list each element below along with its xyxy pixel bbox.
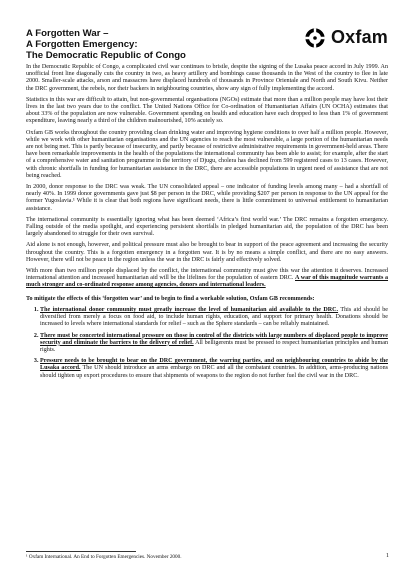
statistics-paragraph: Statistics in this war are difficult to attain, but non-governmental organisations (NGOs) estimate that more than a million people may have lost their lives in the last two years due to the conflict. The United Nations Office for Co-ordination of Humanitarian Affairs (UN OCHA) estimates that about 33% of the population are now vulnerable. Government spending on health and education have each dropped to less than 1% of government expenditure, leaving nearly a third of the children malnourished, 10% acutely so. <box>26 96 388 125</box>
oxfam-logo-word: Oxfam <box>330 27 388 48</box>
recommendations-list <box>26 307 388 380</box>
forgotten-emergency-paragraph: The international community is essentially ignoring what has been deemed ‘Africa’s first world war.’ The DRC remains a forgotten emergency. Falling outside of the media spotlight, and experiencing persistent shortfalls in pledged humanitarian aid, the population of the DRC has been largely abandoned to struggle for their own survival. <box>26 216 388 238</box>
recommendation-item <box>40 307 388 329</box>
recommendations-heading: To mitigate the effects of this ‘forgotten war’ and to begin to find a workable solution, Oxfam GB recommends: <box>26 295 315 302</box>
recommendation-item <box>40 333 388 355</box>
footnote-divider <box>26 551 136 552</box>
oxfam-logo <box>303 26 388 50</box>
oxfam-logo-icon <box>303 26 327 50</box>
footnote: ¹ Oxfam International. An End to Forgotten Emergencies. November 2000. <box>26 554 182 560</box>
recommendation-text: All belligerents must be pressed to respect humanitarian principles and human rights. <box>40 339 388 353</box>
donor-response-paragraph: In 2000, donor response to the DRC was weak. The UN consolidated appeal – one indicator of funding levels among many – had a shortfall of nearly 40%. In 1999 donor governments gave just $8 per person in the DRC, while providing $207 per person in response to the UN appeal for the former Yugoslavia.¹ While it is clear that both regions have significant needs, there is little commitment to universal entitlement to humanitarian assistance. <box>26 184 388 212</box>
political-pressure-paragraph: Aid alone is not enough, however, and political pressure must also be brought to bear in support of the peace agreement and increasing the security throughout the country. This is a forgotten emergency in a forgotten war. It is by no means a simple conflict, and there are no easy answers. However, there will not be peace in the region unless the war in the DRC is fairly and effectively solved. <box>26 242 388 263</box>
title-line: A Forgotten War – <box>26 28 109 39</box>
recommendation-bold: There must be concerted international pressure on those in control of the districts with large numbers of displaced people to improve security and eliminate the barriers to the delivery of relief. <box>40 332 388 346</box>
page-number: 1 <box>386 553 389 559</box>
title-line: The Democratic Republic of Congo <box>26 50 186 61</box>
recommendation-text: The UN should introduce an arms embargo on DRC and all the combatant countries. In addition, arms-producing nations should tighten up export procedures to ensure that shipments of weapons to the region do not further fuel the civil war in the DRC. <box>40 365 388 379</box>
oxfam-work-paragraph: Oxfam GB works throughout the country providing clean drinking water and improving hygiene conditions to over half a million people. However, while we work with other humanitarian organisations and the UN agencies to reach the most vulnerable, a large portion of the humanitarian needs are not being met. This is partly because of insecurity, and partly because of restrictive administrative requirements in government-held areas. There have been remarkable improvements in the health of the populations the international community has been able to assist; for example, after the start of a comprehensive water and sanitation programme in the territory of Djugu, cholera has declined from 599 registered cases to 13 cases. However, with chronic shortfalls in funding for humanitarian assistance in the DRC, there are accessible populations in urgent need of assistance that are not being reached. <box>26 129 388 179</box>
title-line: A Forgotten Emergency: <box>26 39 138 50</box>
closing-emphasis: A war of this magnitude warrants a much stronger and co-ordinated response among agencies, donors and international leaders. <box>26 275 389 289</box>
recommendation-bold: The international donor community must greatly increase the level of humanitarian aid available to the DRC. <box>40 306 339 313</box>
recommendation-item <box>40 358 388 380</box>
intro-paragraph: In the Democratic Republic of Congo, a complicated civil war continues to bristle, despite the signing of the Lusaka peace accord in July 1999. An unofficial front line diagonally cuts the country in two, as heavy artillery and bombings cause thousands in the West of the country to flee in late 2000. Smaller-scale attacks, arson and massacres have displaced hundreds of thousands in Province Orientale and North and South Kivu. Neither the DRC government, the rebels, nor their backers in neighbouring countries, show any sign of fully implementing the accord. <box>26 64 388 92</box>
document-page <box>26 28 388 384</box>
recommendation-text: This aid should be diversified from merely a focus on food aid, to include human rights, education, and support for primary health. Donations should be increased to levels where international standards for relief – such as the Sphere standards – can be reliably maintained. <box>40 306 388 328</box>
closing-paragraph <box>26 268 388 290</box>
recommendation-bold: Pressure needs to be brought to bear on the DRC government, the warring parties, and on neighbouring countries to abide by the Lusaka accord. <box>40 358 388 372</box>
closing-text: With more than two million people displaced by the conflict, the international community must give this war the attention it deserves. Increased international attention and increased humanitarian aid will be the lifelines for the population of eastern DRC. <box>26 268 388 282</box>
